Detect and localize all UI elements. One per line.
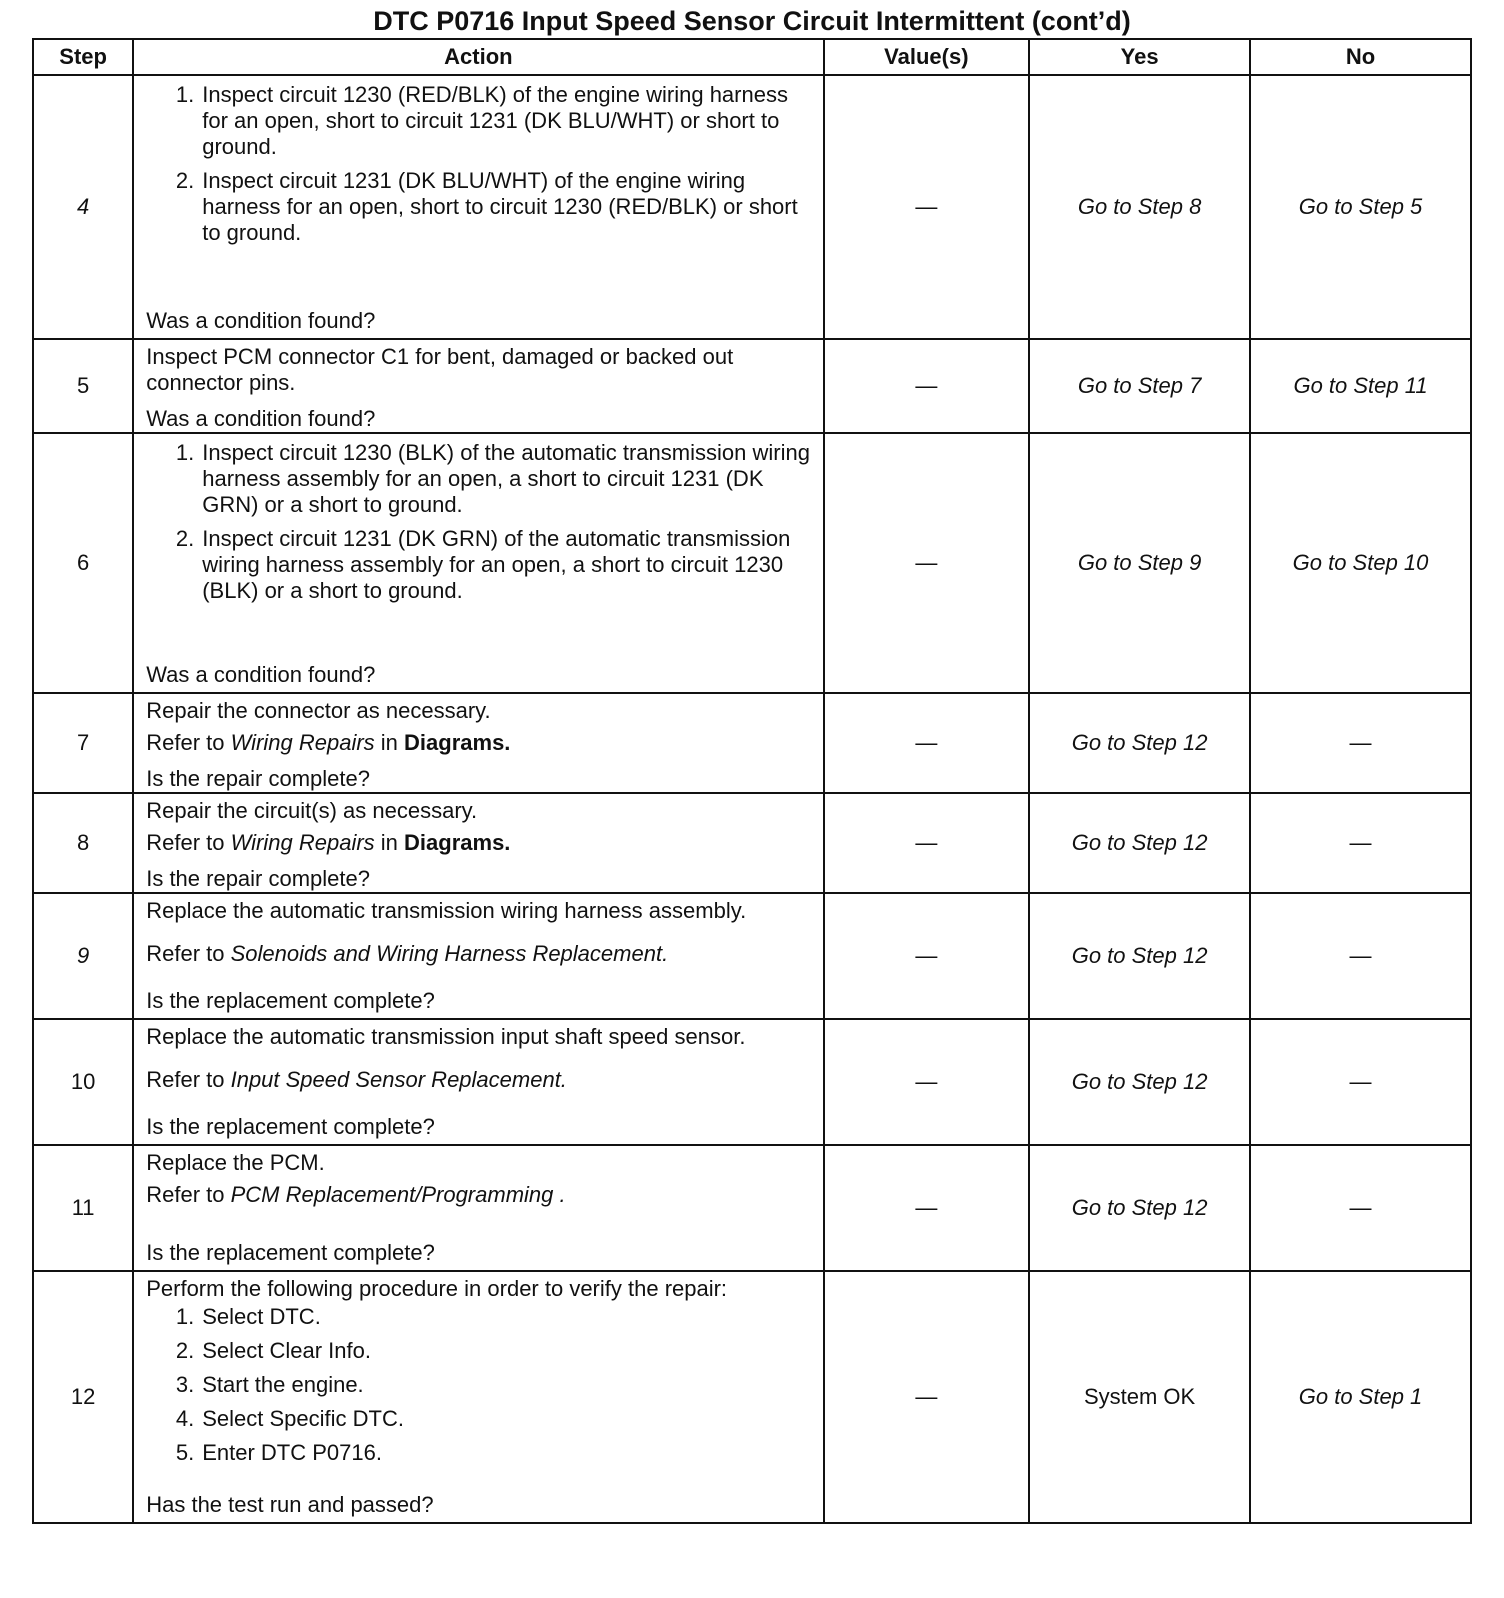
- no-cell: Go to Step 11: [1250, 339, 1471, 433]
- yes-cell: Go to Step 12: [1029, 1145, 1250, 1271]
- no-cell: —: [1250, 693, 1471, 793]
- action-question: Has the test run and passed?: [146, 1492, 434, 1517]
- action-substep: 2. Inspect circuit 1231 (DK BLU/WHT) of the engine wiring harness for an open, short to circuit 1230 (RED/BLK) or short to ground.: [202, 168, 814, 246]
- action-substep: 1. Inspect circuit 1230 (RED/BLK) of the engine wiring harness for an open, short to circuit 1231 (DK BLU/WHT) or short to ground.: [202, 82, 814, 160]
- action-question: Is the repair complete?: [146, 766, 370, 791]
- diagnostic-table: [32, 38, 1472, 1524]
- yes-cell: Go to Step 12: [1029, 793, 1250, 893]
- action-substep: 1. Inspect circuit 1230 (BLK) of the automatic transmission wiring harness assembly for an open, a short to circuit 1231 (DK GRN) or a short to ground.: [202, 440, 814, 518]
- refer-line: Refer to PCM Replacement/Programming .: [146, 1182, 566, 1207]
- no-cell: —: [1250, 1145, 1471, 1271]
- action-cell: [133, 75, 823, 339]
- yes-cell: System OK: [1029, 1271, 1250, 1523]
- table-row: [33, 1019, 1471, 1145]
- action-text: Replace the automatic transmission wiring harness assembly.: [146, 898, 747, 923]
- header-values: Value(s): [824, 39, 1030, 75]
- action-text: Replace the automatic transmission input shaft speed sensor.: [146, 1024, 746, 1049]
- table-row: [33, 793, 1471, 893]
- no-cell: —: [1250, 793, 1471, 893]
- refer-line: Refer to Wiring Repairs in Diagrams.: [146, 730, 511, 755]
- header-yes: Yes: [1029, 39, 1250, 75]
- action-substep: 1. Select DTC.: [202, 1304, 814, 1330]
- action-text: Replace the PCM.: [146, 1150, 325, 1175]
- action-question: Is the replacement complete?: [146, 988, 435, 1013]
- yes-cell: Go to Step 9: [1029, 433, 1250, 693]
- page-title: DTC P0716 Input Speed Sensor Circuit Intermittent (cont’d): [373, 6, 1131, 36]
- action-text: Inspect PCM connector C1 for bent, damaged or backed out connector pins.: [146, 344, 734, 395]
- value-cell: —: [824, 1271, 1030, 1523]
- value-cell: —: [824, 433, 1030, 693]
- yes-cell: Go to Step 7: [1029, 339, 1250, 433]
- step-number: 10: [33, 1019, 133, 1145]
- value-cell: —: [824, 893, 1030, 1019]
- no-cell: —: [1250, 1019, 1471, 1145]
- refer-line: Refer to Wiring Repairs in Diagrams.: [146, 830, 511, 855]
- step-number: 5: [33, 339, 133, 433]
- action-cell: [133, 793, 823, 893]
- action-cell: [133, 893, 823, 1019]
- table-row: [33, 1145, 1471, 1271]
- value-cell: —: [824, 1145, 1030, 1271]
- step-number: 7: [33, 693, 133, 793]
- value-cell: —: [824, 1019, 1030, 1145]
- step-number: 12: [33, 1271, 133, 1523]
- action-cell: [133, 339, 823, 433]
- value-cell: —: [824, 75, 1030, 339]
- action-substep: 2. Select Clear Info.: [202, 1338, 814, 1364]
- header-step: Step: [33, 39, 133, 75]
- action-text: Repair the circuit(s) as necessary.: [146, 798, 478, 823]
- action-question: Is the replacement complete?: [146, 1114, 435, 1139]
- action-question: Was a condition found?: [146, 662, 376, 687]
- action-question: Is the repair complete?: [146, 866, 370, 891]
- step-number: 11: [33, 1145, 133, 1271]
- action-substep: 4. Select Specific DTC.: [202, 1406, 814, 1432]
- value-cell: —: [824, 339, 1030, 433]
- step-number: 6: [33, 433, 133, 693]
- no-cell: Go to Step 10: [1250, 433, 1471, 693]
- action-text: Repair the connector as necessary.: [146, 698, 491, 723]
- refer-line: Refer to Input Speed Sensor Replacement.: [146, 1067, 567, 1092]
- header-row: [33, 39, 1471, 75]
- table-row: [33, 75, 1471, 339]
- action-text: Perform the following procedure in order to verify the repair:: [146, 1276, 728, 1301]
- no-cell: —: [1250, 893, 1471, 1019]
- action-question: Was a condition found?: [146, 308, 376, 333]
- header-no: No: [1250, 39, 1471, 75]
- value-cell: —: [824, 693, 1030, 793]
- table-row: [33, 893, 1471, 1019]
- no-cell: Go to Step 1: [1250, 1271, 1471, 1523]
- table-row: [33, 1271, 1471, 1523]
- table-row: [33, 339, 1471, 433]
- table-row: [33, 693, 1471, 793]
- action-cell: [133, 1271, 823, 1523]
- action-substep: 3. Start the engine.: [202, 1372, 814, 1398]
- yes-cell: Go to Step 12: [1029, 893, 1250, 1019]
- yes-cell: Go to Step 12: [1029, 693, 1250, 793]
- no-cell: Go to Step 5: [1250, 75, 1471, 339]
- action-cell: [133, 1145, 823, 1271]
- action-substep: 5. Enter DTC P0716.: [202, 1440, 814, 1466]
- action-question: Is the replacement complete?: [146, 1240, 435, 1265]
- step-number: 9: [33, 893, 133, 1019]
- yes-cell: Go to Step 8: [1029, 75, 1250, 339]
- value-cell: —: [824, 793, 1030, 893]
- action-substep: 2. Inspect circuit 1231 (DK GRN) of the automatic transmission wiring harness assembly for an open, a short to circuit 1230 (BLK) or a short to ground.: [202, 526, 814, 604]
- yes-cell: Go to Step 12: [1029, 1019, 1250, 1145]
- step-number: 4: [33, 75, 133, 339]
- header-action: Action: [133, 39, 823, 75]
- action-question: Was a condition found?: [146, 406, 376, 431]
- action-cell: [133, 433, 823, 693]
- step-number: 8: [33, 793, 133, 893]
- action-cell: [133, 1019, 823, 1145]
- action-cell: [133, 693, 823, 793]
- table-row: [33, 433, 1471, 693]
- refer-line: Refer to Solenoids and Wiring Harness Replacement.: [146, 941, 669, 966]
